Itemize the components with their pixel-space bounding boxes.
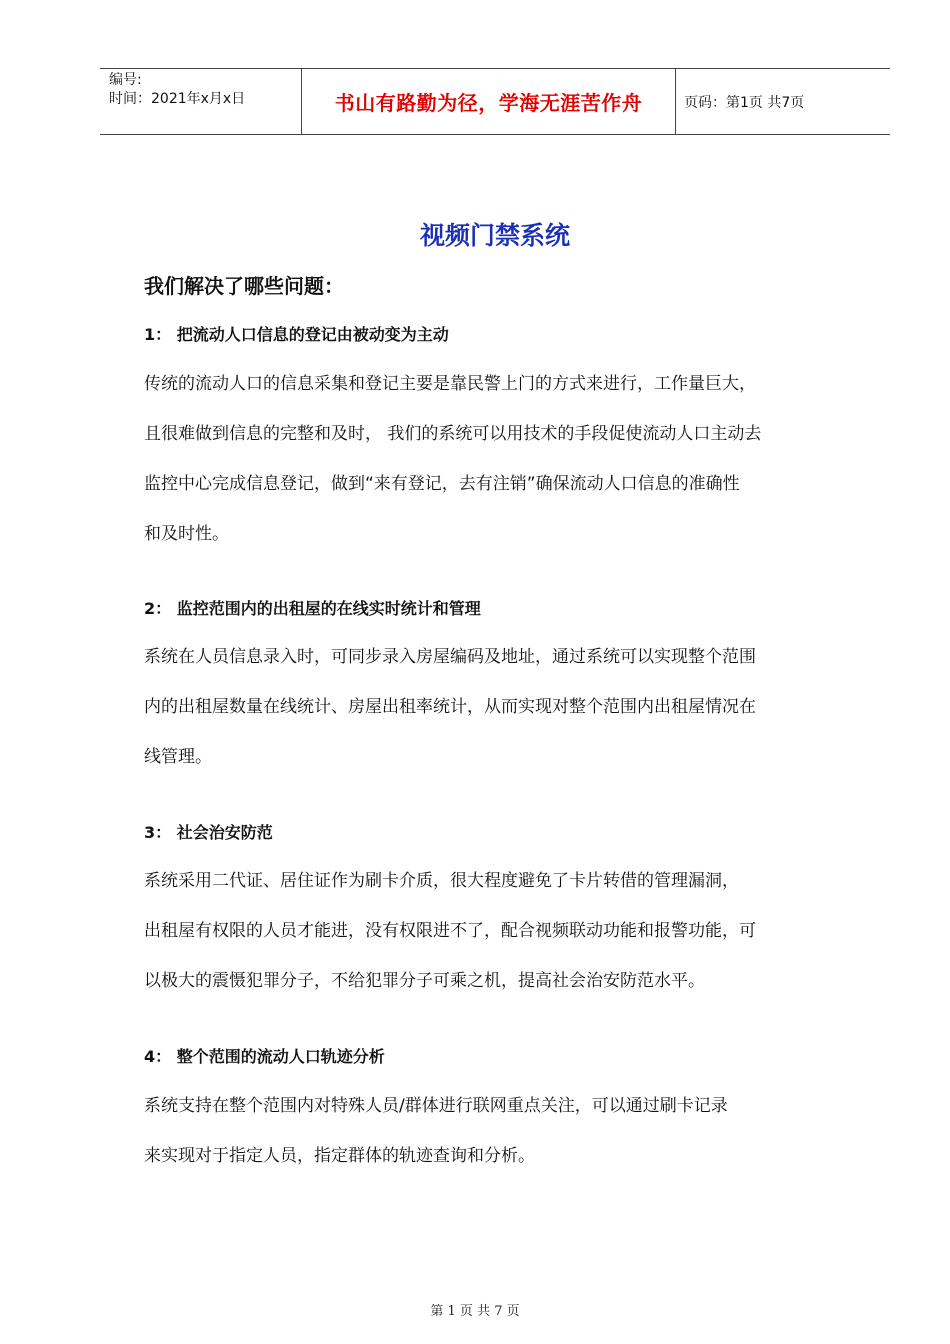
paragraph-line: 系统采用二代证、居住证作为刷卡介质，很大程度避免了卡片转借的管理漏洞， (144, 871, 739, 891)
paragraph-line: 和及时性。 (144, 524, 229, 544)
motto: 书山有路勤为径，学海无涯苦作舟 (334, 91, 643, 115)
paragraph-line: 线管理。 (144, 747, 212, 767)
paragraph-line: 内的出租屋数量在线统计、房屋出租率统计，从而实现对整个范围内出租屋情况在 (144, 697, 756, 717)
time-label: 时间：2021年x月x日 (109, 91, 246, 107)
section-1-title: 1： 把流动人口信息的登记由被动变为主动 (144, 325, 449, 344)
header-page-cell (676, 69, 890, 134)
subheading: 我们解决了哪些问题： (144, 274, 344, 298)
header-meta-cell (100, 69, 302, 134)
paragraph-line: 监控中心完成信息登记，做到“来有登记，去有注销”确保流动人口信息的准确性 (144, 474, 740, 494)
document-title: 视频门禁系统 (419, 221, 570, 250)
page-info: 页码：第1页 共7页 (684, 94, 805, 111)
paragraph-line: 传统的流动人口的信息采集和登记主要是靠民警上门的方式来进行，工作量巨大， (144, 374, 756, 394)
number-label: 编号: (109, 72, 142, 88)
paragraph-line: 系统在人员信息录入时，可同步录入房屋编码及地址，通过系统可以实现整个范围 (144, 647, 756, 667)
paragraph-line: 出租屋有权限的人员才能进，没有权限进不了，配合视频联动功能和报警功能，可 (144, 921, 756, 941)
paragraph-line: 来实现对于指定人员，指定群体的轨迹查询和分析。 (144, 1146, 535, 1166)
paragraph-line: 且很难做到信息的完整和及时， 我们的系统可以用技术的手段促使流动人口主动去 (144, 424, 762, 444)
page-footer: 第 1 页 共 7 页 (430, 1304, 520, 1319)
section-2-title: 2： 监控范围内的出租屋的在线实时统计和管理 (144, 599, 481, 618)
header-motto-cell (302, 69, 676, 134)
paragraph-line: 系统支持在整个范围内对特殊人员/群体进行联网重点关注，可以通过刷卡记录 (144, 1096, 728, 1116)
header-table (100, 68, 890, 135)
section-4-title: 4： 整个范围的流动人口轨迹分析 (144, 1047, 385, 1066)
section-3-title: 3： 社会治安防范 (144, 823, 273, 842)
section-1-paragraph (144, 359, 854, 559)
paragraph-line: 以极大的震慑犯罪分子，不给犯罪分子可乘之机，提高社会治安防范水平。 (144, 971, 705, 991)
section-3-paragraph (144, 856, 854, 1006)
section-2-paragraph (144, 632, 854, 782)
section-4-paragraph (144, 1081, 854, 1181)
